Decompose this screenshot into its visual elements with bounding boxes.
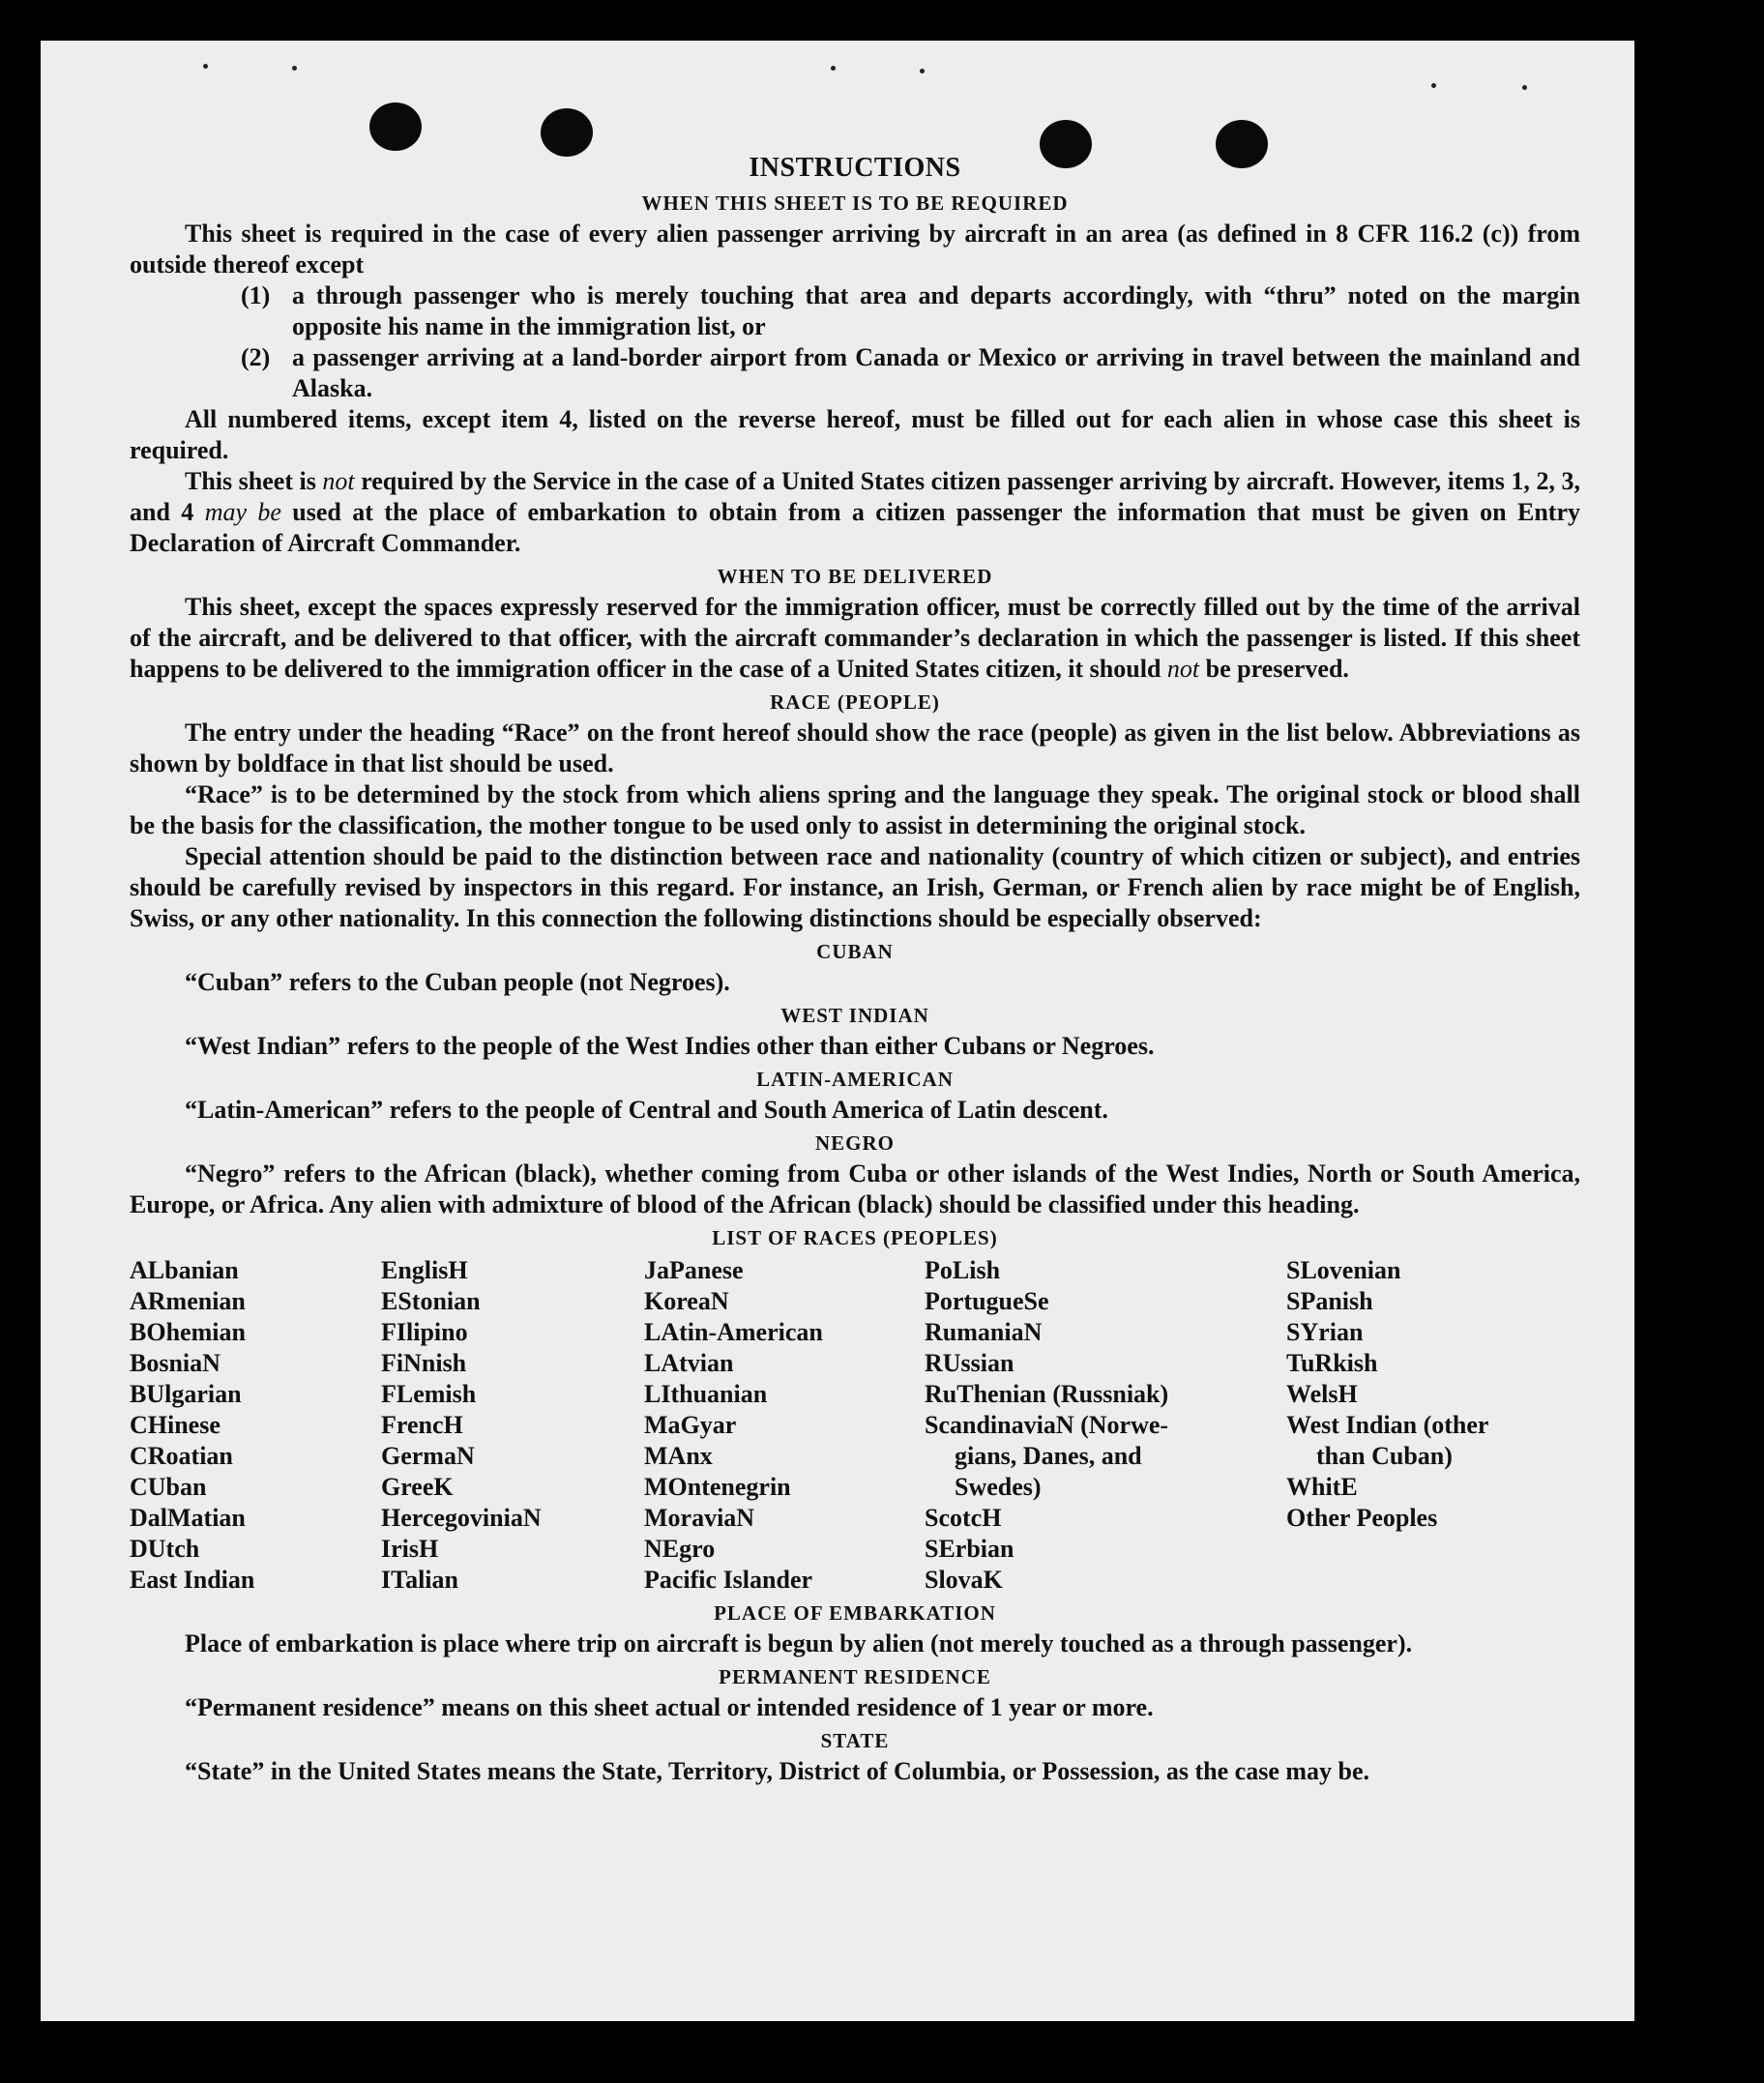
race-entry: MaGyar xyxy=(644,1411,737,1439)
race-column xyxy=(644,1255,925,1596)
text-run: used at the place of embarkation to obtain from a citizen passenger the information that must be given on Entry Declaration of Aircraft Commander. xyxy=(130,498,1580,557)
race-entry: MoraviaN xyxy=(644,1504,755,1532)
item-text: a passenger arriving at a land-border airport from Canada or Mexico or arriving in travel between the mainland and Alaska. xyxy=(292,343,1580,402)
paragraph: “Negro” refers to the African (black), whether coming from Cuba or other islands of the West Indies, North or South America, Europe, or Africa. Any alien with admixture of blood of the African (black) should be classified under this heading. xyxy=(130,1159,1580,1218)
race-entry: RumaniaN xyxy=(925,1318,1043,1346)
list-item xyxy=(241,280,1580,342)
race-entry: ALbanian xyxy=(130,1256,239,1284)
race-entry: SLovenian xyxy=(1286,1256,1401,1284)
race-entry: ScandinaviaN (Norwe- xyxy=(925,1411,1169,1439)
race-entry: GermaN xyxy=(381,1442,475,1470)
paragraph: “West Indian” refers to the people of the West Indies other than either Cubans or Negroes. xyxy=(185,1032,1155,1060)
paragraph: All numbered items, except item 4, listed on the reverse hereof, must be filled out for each alien in whose case this sheet is required. xyxy=(130,405,1580,464)
race-entry: Pacific Islander xyxy=(644,1566,813,1594)
section-heading: LIST OF RACES (PEOPLES) xyxy=(712,1226,998,1249)
race-entry: SYrian xyxy=(1286,1318,1364,1346)
italic-text: not xyxy=(1166,655,1200,683)
race-entry: EnglisH xyxy=(381,1256,468,1284)
paragraph: Place of embarkation is place where trip on aircraft is begun by alien (not merely touched as a through passenger). xyxy=(185,1629,1413,1658)
instructions-content xyxy=(130,112,1580,1787)
race-entry: GreeK xyxy=(381,1473,454,1501)
race-entry: TuRkish xyxy=(1286,1349,1378,1377)
race-entry: BOhemian xyxy=(130,1318,246,1346)
italic-text: not xyxy=(322,467,355,495)
race-entry: PortugueSe xyxy=(925,1287,1049,1315)
race-entry: MAnx xyxy=(644,1442,713,1470)
paragraph: Special attention should be paid to the distinction between race and nationality (country of which citizen or subject), and entries should be carefully revised by inspectors in this regard. For instance, an Irish, German, or French alien by race might be of English, Swiss, or any other nationality. In this connection the following distinctions should be especially observed: xyxy=(130,842,1580,932)
paragraph: “Cuban” refers to the Cuban people (not Negroes). xyxy=(185,968,730,996)
race-entry: CUban xyxy=(130,1473,207,1501)
race-entry: JaPanese xyxy=(644,1256,744,1284)
section-heading: RACE (PEOPLE) xyxy=(770,690,940,714)
section-heading: WHEN TO BE DELIVERED xyxy=(717,565,993,588)
race-entry: MOntenegrin xyxy=(644,1473,791,1501)
race-entry: EStonian xyxy=(381,1287,481,1315)
item-text: a through passenger who is merely touching that area and departs accordingly, with “thru” noted on the margin opposite his name in the immigration list, or xyxy=(292,281,1580,340)
list-item xyxy=(241,342,1580,404)
race-entry: HercegoviniaN xyxy=(381,1504,542,1532)
race-entry: LAtin-American xyxy=(644,1318,823,1346)
race-entry: BUlgarian xyxy=(130,1380,242,1408)
race-entry: PoLish xyxy=(925,1256,1001,1284)
race-entry: SErbian xyxy=(925,1535,1014,1563)
section-heading: STATE xyxy=(820,1729,890,1752)
race-entry: LIthuanian xyxy=(644,1380,768,1408)
document-sheet xyxy=(41,41,1634,2021)
item-number: (2) xyxy=(241,343,271,371)
race-entry: FiNnish xyxy=(381,1349,467,1377)
race-list xyxy=(130,1255,1580,1596)
paragraph: The entry under the heading “Race” on the front hereof should show the race (people) as given in the list below. Abbreviations as shown by boldface in that list should be used. xyxy=(130,719,1580,777)
race-entry: SlovaK xyxy=(925,1566,1003,1594)
race-entry: RUssian xyxy=(925,1349,1014,1377)
section-heading: NEGRO xyxy=(814,1131,895,1155)
race-entry: CHinese xyxy=(130,1411,220,1439)
section-heading: PLACE OF EMBARKATION xyxy=(714,1601,996,1625)
text-run: This sheet, except the spaces expressly reserved for the immigration officer, must be correctly filled out by the time of the arrival of the aircraft, and be delivered to that officer, with the aircraft commander’s declaration in which the passenger is listed. If this sheet happens to be delivered to the immigration officer in the case of a United States citizen, it should xyxy=(130,593,1580,683)
section-heading: WEST INDIAN xyxy=(780,1004,929,1027)
race-entry: West Indian (other xyxy=(1286,1411,1489,1439)
paragraph xyxy=(130,466,1580,559)
race-entry: IrisH xyxy=(381,1535,439,1563)
paragraph: This sheet is required in the case of every alien passenger arriving by aircraft in an area (as defined in 8 CFR 116.2 (c)) from outside thereof except xyxy=(130,220,1580,279)
text-run: required by the Service in the case of a United States citizen passenger arriving by aircraft. However, items 1, 2, 3, and 4 xyxy=(130,467,1580,526)
speck xyxy=(1431,83,1436,88)
race-entry: CRoatian xyxy=(130,1442,233,1470)
race-column xyxy=(130,1255,381,1596)
race-entry: WhitE xyxy=(1286,1473,1358,1501)
race-entry: gians, Danes, and xyxy=(955,1442,1142,1470)
race-entry: DUtch xyxy=(130,1535,200,1563)
page-title: INSTRUCTIONS xyxy=(749,153,961,183)
race-entry: KoreaN xyxy=(644,1287,729,1315)
race-entry: LAtvian xyxy=(644,1349,734,1377)
race-entry: than Cuban) xyxy=(1316,1442,1453,1470)
paragraph: “State” in the United States means the State, Territory, District of Columbia, or Possession, as the case may be. xyxy=(185,1757,1370,1785)
race-entry: FrencH xyxy=(381,1411,463,1439)
paragraph xyxy=(130,592,1580,685)
race-entry: RuThenian (Russniak) xyxy=(925,1380,1169,1408)
section-heading: WHEN THIS SHEET IS TO BE REQUIRED xyxy=(641,191,1069,215)
text-run: be preserved. xyxy=(1199,655,1349,683)
speck xyxy=(292,66,297,71)
race-entry: FIlipino xyxy=(381,1318,468,1346)
speck xyxy=(203,64,208,69)
section-heading: LATIN-AMERICAN xyxy=(756,1068,954,1091)
race-column xyxy=(381,1255,644,1596)
race-entry: WelsH xyxy=(1286,1380,1358,1408)
speck xyxy=(1522,85,1527,90)
speck xyxy=(831,66,836,71)
item-number: (1) xyxy=(241,281,271,309)
race-column xyxy=(1286,1255,1576,1596)
speck xyxy=(920,69,925,73)
section-heading: PERMANENT RESIDENCE xyxy=(719,1665,991,1688)
race-entry: ScotcH xyxy=(925,1504,1002,1532)
race-entry: NEgro xyxy=(644,1535,716,1563)
race-entry: SPanish xyxy=(1286,1287,1373,1315)
italic-text: may be xyxy=(204,498,281,526)
race-entry: Swedes) xyxy=(955,1473,1042,1501)
race-entry: ITalian xyxy=(381,1566,458,1594)
race-entry: East Indian xyxy=(130,1566,255,1594)
paragraph: “Race” is to be determined by the stock from which aliens spring and the language they speak. The original stock or blood shall be the basis for the classification, the mother tongue to be used only to assist in determining the original stock. xyxy=(130,780,1580,839)
race-entry: Other Peoples xyxy=(1286,1504,1438,1532)
race-entry: ARmenian xyxy=(130,1287,246,1315)
text-run: This sheet is xyxy=(185,467,323,495)
race-entry: DalMatian xyxy=(130,1504,246,1532)
race-entry: BosniaN xyxy=(130,1349,220,1377)
paragraph: “Latin-American” refers to the people of Central and South America of Latin descent. xyxy=(185,1096,1108,1124)
paragraph: “Permanent residence” means on this sheet actual or intended residence of 1 year or more. xyxy=(185,1693,1154,1721)
race-entry: FLemish xyxy=(381,1380,477,1408)
race-column xyxy=(925,1255,1286,1596)
section-heading: CUBAN xyxy=(816,940,894,963)
